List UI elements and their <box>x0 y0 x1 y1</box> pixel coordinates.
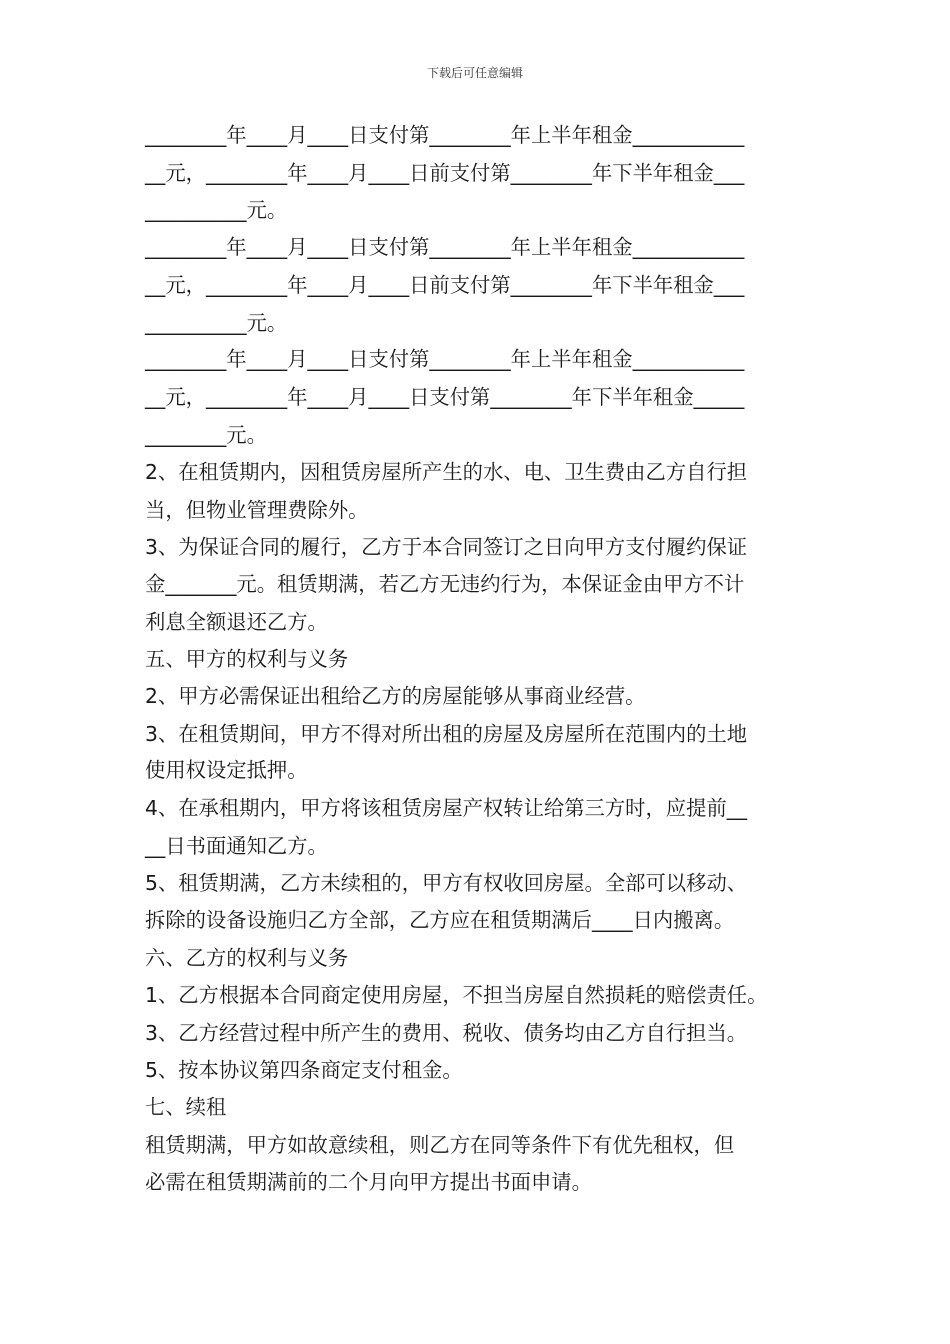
text-line: 3、乙方经营过程中所产生的费用、税收、债务均由乙方自行担当。 <box>145 1021 748 1045</box>
text-line: 2、在租赁期内，因租赁房屋所产生的水、电、卫生费由乙方自行担 <box>145 460 748 484</box>
text-line: 5、按本协议第四条商定支付租金。 <box>145 1058 463 1082</box>
text-line: 七、续租 <box>145 1095 227 1119</box>
text-line: 3、在租赁期间，甲方不得对所出租的房屋及房屋所在范围内的土地 <box>145 722 748 746</box>
text-line: 拆除的设备设施归乙方全部，乙方应在租赁期满后____日内搬离。 <box>145 908 735 932</box>
text-line: __日书面通知乙方。 <box>145 834 328 858</box>
text-line: 当，但物业管理费除外。 <box>145 498 369 522</box>
text-line: ________年____月____日支付第________年上半年租金___________ <box>145 235 745 259</box>
text-line: 2、甲方必需保证出租给乙方的房屋能够从事商业经营。 <box>145 684 646 708</box>
text-line: ________元。 <box>145 423 267 447</box>
text-line: __________元。 <box>145 311 288 335</box>
text-line: 3、为保证合同的履行，乙方于本合同签订之日向甲方支付履约保证 <box>145 535 748 559</box>
text-line: 租赁期满，甲方如故意续租，则乙方在同等条件下有优先租权，但 <box>145 1133 735 1157</box>
text-line: 必需在租赁期满前的二个月向甲方提出书面申请。 <box>145 1170 592 1194</box>
text-line: 4、在承租期内，甲方将该租赁房屋产权转让给第三方时，应提前__ <box>145 796 748 820</box>
text-line: 利息全额退还乙方。 <box>145 610 328 634</box>
text-line: ________年____月____日支付第________年上半年租金___________ <box>145 347 745 371</box>
text-line: 1、乙方根据本合同商定使用房屋，不担当房屋自然损耗的赔偿责任。 <box>145 983 768 1007</box>
text-line: 使用权设定抵押。 <box>145 758 308 782</box>
text-line: 金_______元。租赁期满，若乙方无违约行为，本保证金由甲方不计 <box>145 572 745 596</box>
text-line: __________元。 <box>145 198 288 222</box>
text-line: __元，________年____月____日支付第________年下半年租金_____ <box>145 385 745 409</box>
text-line: ________年____月____日支付第________年上半年租金___________ <box>145 123 745 147</box>
text-line: 5、租赁期满，乙方未续租的，甲方有权收回房屋。全部可以移动、 <box>145 871 748 895</box>
text-line: 五、甲方的权利与义务 <box>145 647 349 671</box>
text-line: __元，________年____月____日前支付第________年下半年租金___ <box>145 273 745 297</box>
page-header: 下载后可任意编辑 <box>426 66 523 80</box>
text-line: __元，________年____月____日前支付第________年下半年租金___ <box>145 161 745 185</box>
text-line: 六、乙方的权利与义务 <box>145 946 349 970</box>
